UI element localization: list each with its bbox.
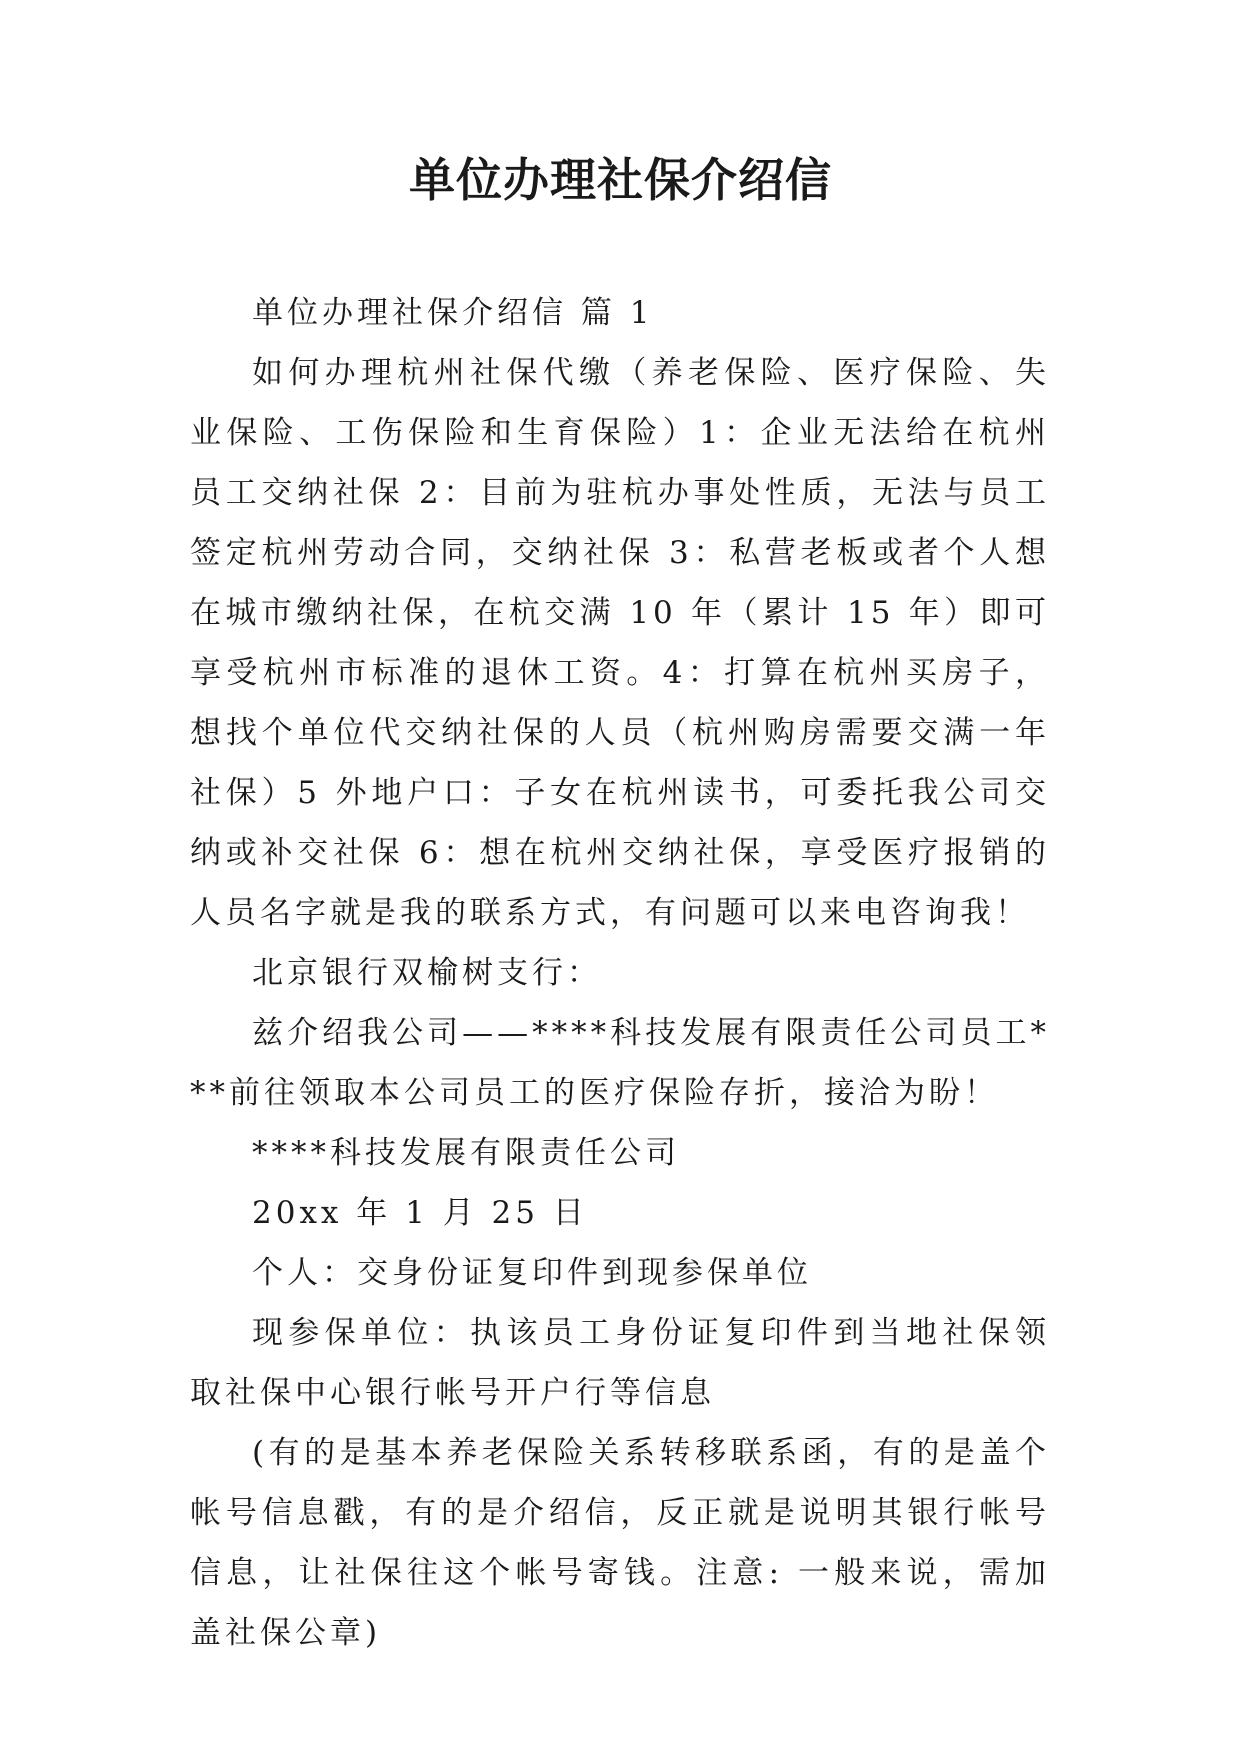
document-body <box>190 283 1050 1663</box>
section-heading: 单位办理社保介绍信 篇 1 <box>252 295 654 331</box>
paragraph-letter-body: 兹介绍我公司——****科技发展有限责任公司员工***前往领取本公司员工的医疗保险存折，接洽为盼！ <box>190 1015 1050 1111</box>
paragraph-note: (有的是基本养老保险关系转移联系函，有的是盖个帐号信息戳，有的是介绍信，反正就是说明其银行帐号信息，让社保往这个帐号寄钱。注意: 一般来说，需加盖社保公章) <box>190 1435 1050 1651</box>
paragraph-personal: 个人：交身份证复印件到现参保单位 <box>252 1255 812 1291</box>
paragraph-addressee: 北京银行双榆树支行： <box>252 955 602 991</box>
paragraph-intro: 如何办理杭州社保代缴（养老保险、医疗保险、失业保险、工伤保险和生育保险）1：企业无法给在杭州员工交纳社保 2：目前为驻杭办事处性质，无法与员工签定杭州劳动合同，交纳社保 3：私营老板或者个人想在城市缴纳社保，在杭交满 10 年（累计 15 年）即可享受杭州市标准的退休工资。4：打算在杭州买房子，想找个单位代交纳社保的人员（杭州购房需要交满一年社保）5 外地户口：子女在杭州读书，可委托我公司交纳或补交社保 6：想在杭州交纳社保，享受医疗报销的人员名字就是我的联系方式，有问题可以来电咨询我！ <box>190 355 1050 931</box>
document-title: 单位办理社保介绍信 <box>409 153 832 207</box>
paragraph-date: 20xx 年 1 月 25 日 <box>252 1195 588 1231</box>
paragraph-current-unit: 现参保单位：执该员工身份证复印件到当地社保领取社保中心银行帐号开户行等信息 <box>190 1315 1050 1411</box>
paragraph-signature-company: ****科技发展有限责任公司 <box>252 1135 680 1171</box>
